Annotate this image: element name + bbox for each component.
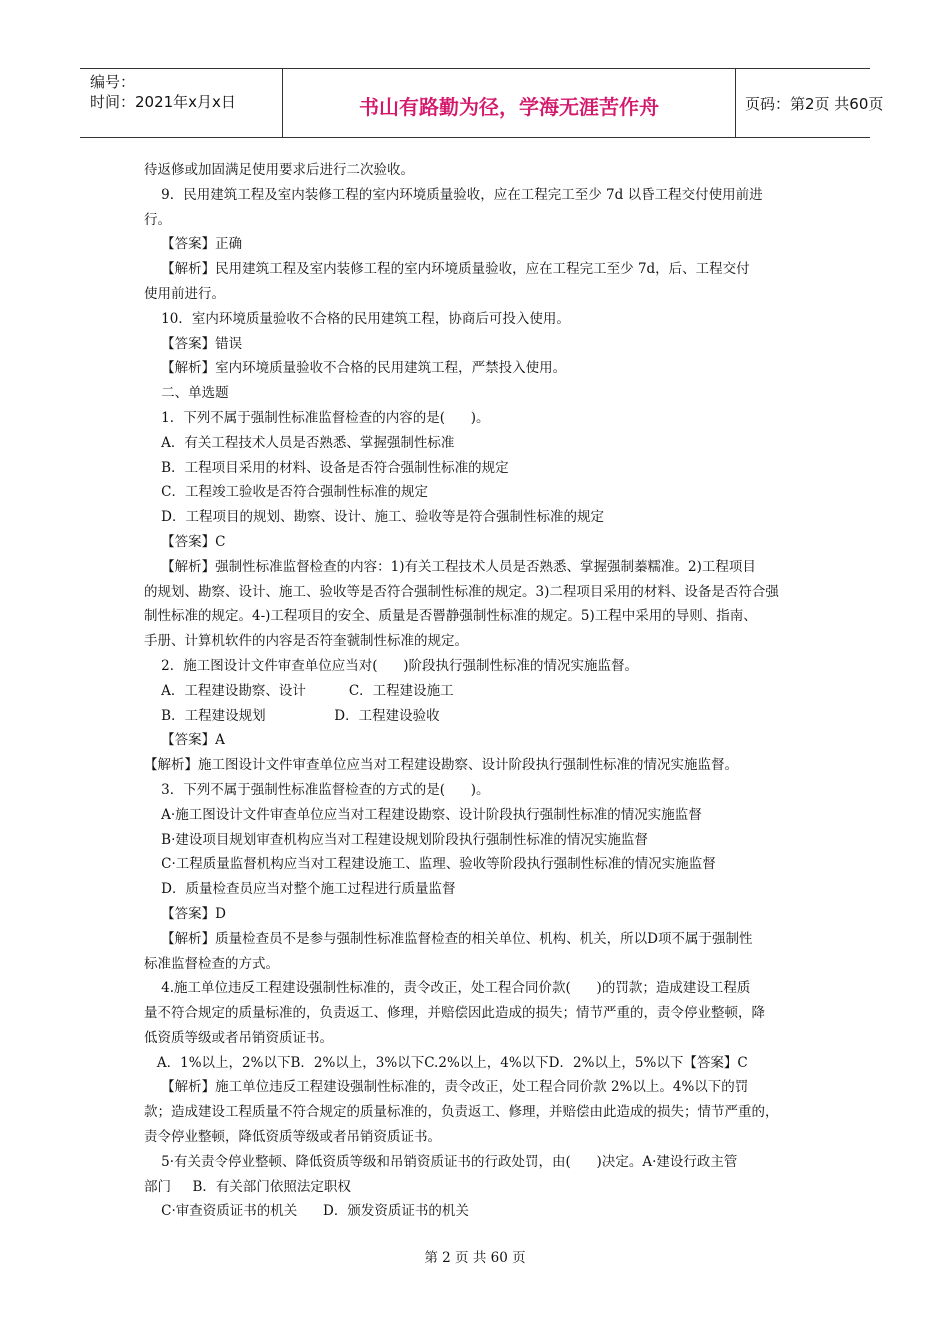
- text-line: 标准监督检查的方式。: [144, 955, 279, 972]
- text-line: 量不符合规定的质量标准的，负责返工、修理，并赔偿因此造成的损失；情节严重的，责令停业整顿，降: [144, 1005, 765, 1022]
- text-line: 【解析】施工图设计文件审查单位应当对工程建设勘察、设计阶段执行强制性标准的情况实施监督。: [144, 757, 738, 774]
- page-footer: 第 2 页 共 60 页: [424, 1250, 526, 1266]
- text-line: 二、单选题: [144, 385, 229, 402]
- text-line: 款；造成建设工程质量不符合规定的质量标准的，负责返工、修理，并赔偿由此造成的损失；情节严重的，: [144, 1104, 779, 1121]
- serial-label: 编号：: [90, 73, 136, 91]
- header-left-cell: [80, 69, 282, 137]
- text-line: 部门 B．有关部门依照法定职权: [144, 1178, 351, 1195]
- text-line: 【解析】室内环境质量验收不合格的民用建筑工程，严禁投入使用。: [144, 360, 567, 377]
- text-line: 5·有关责令停业整顿、降低资质等级和吊销资质证书的行政处罚，由( )决定。A·建设行政主管: [144, 1153, 738, 1170]
- text-line: D．质量检查员应当对整个施工过程进行质量监督: [144, 881, 456, 898]
- text-line: 【答案】C: [144, 533, 226, 550]
- text-line: 待返修或加固满足使用要求后进行二次验收。: [144, 162, 414, 178]
- text-line: 【答案】错误: [144, 335, 243, 352]
- text-line: 4.施工单位违反工程建设强制性标准的，责令改正，处工程合同价款( )的罚款；造成建设工程质: [144, 980, 751, 997]
- text-line: 3．下列不属于强制性标准监督检查的方式的是( )。: [144, 781, 490, 798]
- header-right-cell: [735, 69, 884, 137]
- page-number-label: 页码：第2页 共60页: [745, 95, 884, 113]
- text-line: 责令停业整顿，降低资质等级或者吊销资质证书。: [144, 1129, 441, 1146]
- text-line: 行。: [144, 211, 171, 228]
- text-line: 10．室内环境质量验收不合格的民用建筑工程，协商后可投入使用。: [144, 310, 570, 327]
- motto-text: 书山有路勤为径，学海无涯苦作舟: [359, 95, 659, 119]
- text-line: 【答案】D: [144, 905, 226, 922]
- text-line: 【答案】正确: [144, 236, 243, 253]
- text-line: A·施工图设计文件审查单位应当对工程建设勘察、设计阶段执行强制性标准的情况实施监督: [144, 806, 702, 823]
- text-line: 1．下列不属于强制性标准监督检查的内容的是( )。: [144, 409, 490, 426]
- text-line: C·审查资质证书的机关 D．颁发资质证书的机关: [144, 1203, 469, 1220]
- text-line: 【解析】民用建筑工程及室内装修工程的室内环境质量验收，应在工程完工至少 7d，后、工程交付: [144, 261, 750, 278]
- text-line: 制性标准的规定。4-)工程项目的安全、质量是否罾静强制性标准的规定。5)工程中采用的导则、指南、: [144, 608, 757, 625]
- text-line: B·建设项目规划审查机构应当对工程建设规划阶段执行强制性标准的情况实施监督: [144, 831, 648, 848]
- text-line: B．工程建设规划 D．工程建设验收: [144, 707, 440, 724]
- text-line: 【答案】A: [144, 732, 225, 749]
- text-line: A．工程建设勘察、设计 C．工程建设施工: [144, 682, 454, 699]
- date-label: 时间：2021年x月x日: [90, 93, 236, 111]
- text-line: 【解析】强制性标准监督检查的内容：1)有关工程技术人员是否熟悉、掌握强制蓁糯准。2)工程项目: [144, 558, 756, 575]
- text-line: 手册、计算机软件的内容是否符奎虢制性标准的规定。: [144, 633, 468, 650]
- text-line: C·工程质量监督机构应当对工程建设施工、监理、验收等阶段执行强制性标准的情况实施监督: [144, 856, 716, 873]
- text-line: A．有关工程技术人员是否熟悉、掌握强制性标准: [144, 434, 455, 451]
- text-line: 【解析】施工单位违反工程建设强制性标准的，责令改正，处工程合同价款 2%以上。4%以下的罚: [144, 1079, 749, 1096]
- text-line: A．1%以上，2%以下B．2%以上，3%以下C.2%以上，4%以下D．2%以上，5%以下【答案】C: [144, 1054, 748, 1071]
- header-motto-cell: [282, 69, 736, 137]
- text-line: 的规划、勘察、设计、施工、验收等是否符合强制性标准的规定。3)二程项目采用的材料、设备是否符合强: [144, 583, 779, 600]
- text-line: B．工程项目采用的材料、设备是否符合强制性标准的规定: [144, 459, 509, 476]
- page-header: [80, 68, 884, 138]
- text-line: 低资质等级或者吊销资质证书。: [144, 1029, 333, 1046]
- text-line: 2．施工图设计文件审查单位应当对( )阶段执行强制性标准的情况实施监督。: [144, 657, 639, 674]
- text-line: 【解析】质量检查员不是参与强制性标准监督检查的相关单位、机构、机关，所以D项不属于强制性: [144, 930, 753, 947]
- text-line: 使用前进行。: [144, 285, 225, 302]
- text-line: 9．民用建筑工程及室内装修工程的室内环境质量验收，应在工程完工至少 7d 以昏工程交付使用前进: [144, 186, 763, 203]
- document-body: [144, 158, 816, 1224]
- text-line: D．工程项目的规划、勘察、设计、施工、验收等是符合强制性标准的规定: [144, 509, 604, 526]
- text-line: C．工程竣工验收是否符合强制性标准的规定: [144, 484, 428, 501]
